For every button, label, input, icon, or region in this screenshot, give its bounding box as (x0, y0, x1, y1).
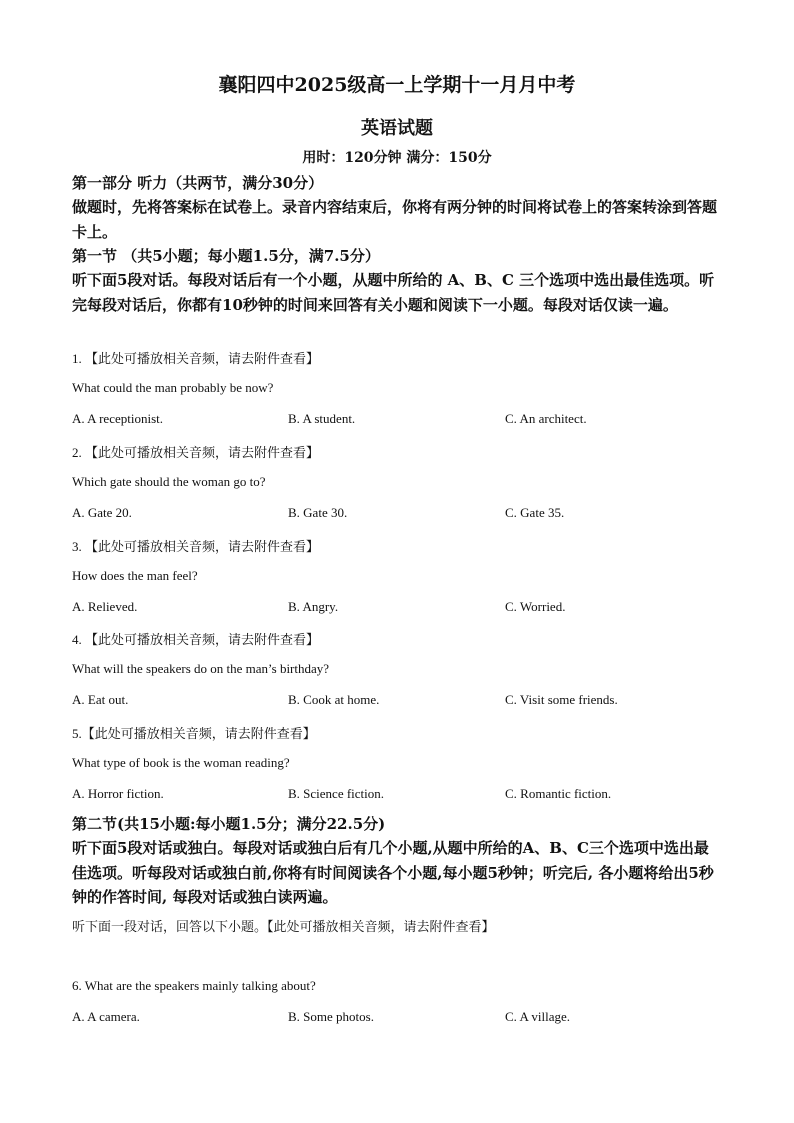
q5-option-a: A. Horror fiction. (72, 786, 164, 801)
q2-audio-placeholder[interactable]: 2. 【此处可播放相关音频，请去附件查看】 (72, 445, 320, 460)
q1-audio-placeholder[interactable]: 1. 【此处可播放相关音频，请去附件查看】 (72, 351, 320, 366)
q2-text: Which gate should the woman go to? (72, 474, 266, 489)
exam-subject: 英语试题 (361, 118, 433, 139)
section2-heading: 第二节(共15小题:每小题1.5分；满分22.5分) (72, 815, 386, 833)
q3-option-c: C. Worried. (505, 599, 566, 614)
exam-time-info: 用时：120分钟 满分：150分 (302, 150, 492, 166)
q1-option-b: B. A student. (288, 411, 356, 426)
q2-option-b: B. Gate 30. (288, 505, 348, 520)
part1-heading: 第一部分 听力（共两节，满分30分） (72, 174, 324, 192)
q6-text: 6. What are the speakers mainly talking about? (72, 978, 316, 993)
q3-text: How does the man feel? (72, 568, 198, 583)
part1-instruction: 做题时，先将答案标在试卷上。录音内容结束后，你将有两分钟的时间将试卷上的答案转涂到答题卡上。 (72, 198, 718, 241)
q1-option-a: A. A receptionist. (72, 411, 163, 426)
section2-instruction: 听下面5段对话或独白。每段对话或独白后有几个小题,从题中所给的A、B、C三个选项中选出最佳选项。听每段对话或独白前,你将有时间阅读各个小题,每小题5秒钟；听完后, 各小题将给出5秒钟的作答时间, 每段对话或独白读两遍。 (72, 839, 714, 906)
q5-option-c: C. Romantic fiction. (505, 786, 612, 801)
exam-title: 襄阳四中2025级高一上学期十一月月中考 (218, 74, 576, 96)
q1-text: What could the man probably be now? (72, 380, 274, 395)
q4-audio-placeholder[interactable]: 4. 【此处可播放相关音频，请去附件查看】 (72, 632, 320, 647)
q5-option-b: B. Science fiction. (288, 786, 385, 801)
section1-instruction: 听下面5段对话。每段对话后有一个小题，从题中所给的 A、B、C 三个选项中选出最佳选项。听完每段对话后，你都有10秒钟的时间来回答有关小题和阅读下一小题。每段对话仅读一遍。 (72, 271, 715, 314)
q6-option-c: C. A village. (505, 1009, 570, 1024)
q3-audio-placeholder[interactable]: 3. 【此处可播放相关音频，请去附件查看】 (72, 539, 320, 554)
section1-heading: 第一节 （共5小题；每小题1.5分，满7.5分） (72, 247, 380, 265)
dialog-intro[interactable]: 听下面一段对话，回答以下小题。【此处可播放相关音频，请去附件查看】 (72, 919, 495, 934)
q1-option-c: C. An architect. (505, 411, 587, 426)
q3-option-b: B. Angry. (288, 599, 339, 614)
q6-option-a: A. A camera. (72, 1009, 140, 1024)
q4-option-c: C. Visit some friends. (505, 692, 618, 707)
q5-audio-placeholder[interactable]: 5.【此处可播放相关音频，请去附件查看】 (72, 726, 316, 741)
q2-option-a: A. Gate 20. (72, 505, 132, 520)
q4-option-a: A. Eat out. (72, 692, 129, 707)
q4-text: What will the speakers do on the man’s birthday? (72, 661, 330, 676)
q3-option-a: A. Relieved. (72, 599, 138, 614)
q2-option-c: C. Gate 35. (505, 505, 565, 520)
q6-option-b: B. Some photos. (288, 1009, 374, 1024)
q4-option-b: B. Cook at home. (288, 692, 380, 707)
q5-text: What type of book is the woman reading? (72, 755, 290, 770)
